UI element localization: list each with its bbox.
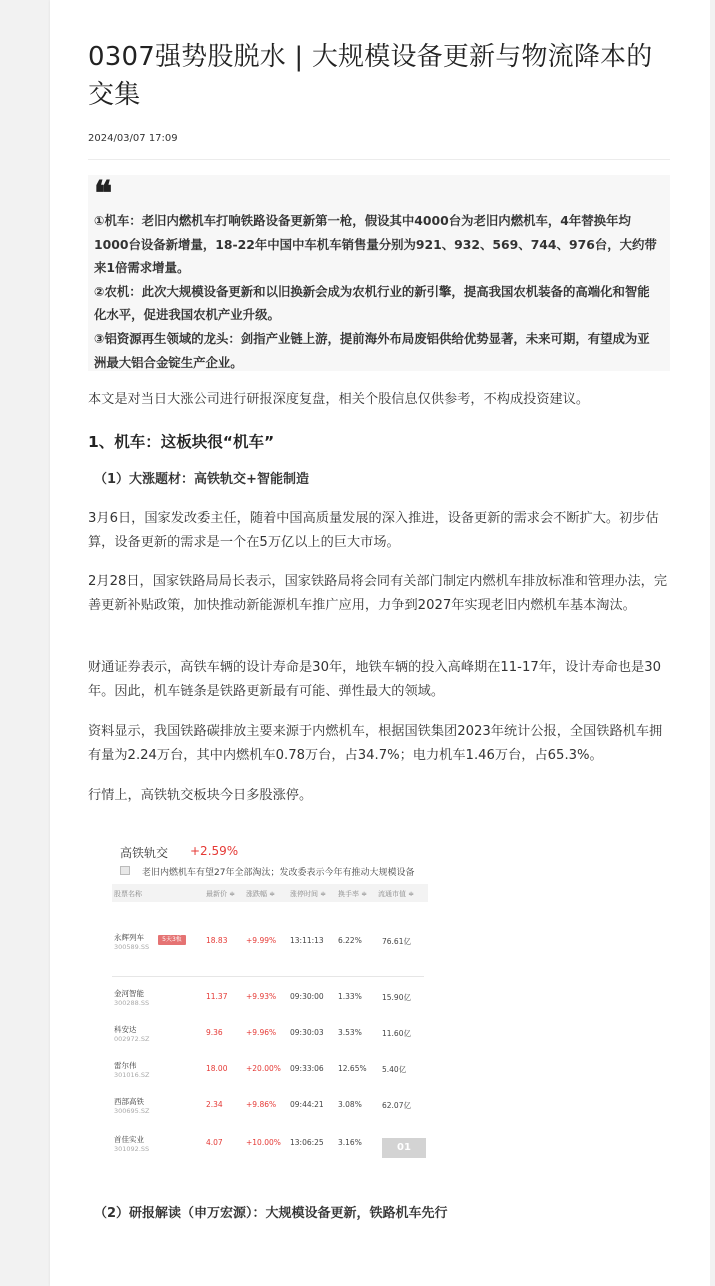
news-icon: [120, 866, 130, 875]
quote-icon: ❝: [94, 174, 113, 214]
sector-change: +2.59%: [190, 844, 239, 858]
market-cap: 15.90亿: [382, 993, 411, 1002]
table-row: [112, 984, 428, 1014]
stock-code: 301016.SZ: [114, 1071, 150, 1079]
stock-change: +20.00%: [246, 1064, 281, 1073]
limit-time: 09:44:21: [290, 1100, 324, 1109]
stock-code: 300288.SS: [114, 999, 150, 1007]
table-row: [112, 1020, 428, 1050]
limit-time: 09:30:00: [290, 992, 324, 1001]
stock-name: 科安达: [114, 1025, 137, 1034]
stock-price: 18.83: [206, 936, 228, 945]
subsection-heading: （1）大涨题材：高铁轨交+智能制造: [94, 472, 309, 487]
stock-name: 永辉列车: [114, 933, 144, 942]
limit-time: 13:11:13: [290, 936, 324, 945]
turnover: 12.65%: [338, 1064, 367, 1073]
col-header: 流通市值 ≑: [378, 890, 415, 898]
market-cap: 76.61亿: [382, 937, 411, 946]
limit-time: 13:06:25: [290, 1138, 324, 1147]
stock-name: 西部高铁: [114, 1097, 144, 1106]
limit-time: 09:33:06: [290, 1064, 324, 1073]
stock-code: 301092.SS: [114, 1145, 150, 1153]
col-header: 最新价 ≑: [206, 890, 236, 898]
stock-price: 4.07: [206, 1138, 223, 1147]
col-header: 换手率 ≑: [338, 890, 368, 898]
stock-change: +9.86%: [246, 1100, 277, 1109]
stock-price: 11.37: [206, 992, 228, 1001]
article-page: [50, 0, 715, 1286]
turnover: 3.53%: [338, 1028, 362, 1037]
turnover: 6.22%: [338, 936, 362, 945]
paragraph: 资料显示，我国铁路碳排放主要来源于内燃机车，根据国铁集团2023年统计公报，全国铁路机车拥有量为2.24万台，其中内燃机车0.78万台，占34.7%；电力机车1.46万台，占65.3%。: [88, 724, 663, 763]
stock-change: +9.93%: [246, 992, 277, 1001]
stock-price: 2.34: [206, 1100, 223, 1109]
page-title: 0307强势股脱水 | 大规模设备更新与物流降本的交集: [88, 42, 653, 110]
col-header: 涨跌幅 ≑: [246, 890, 276, 898]
paragraph: 2月28日，国家铁路局局长表示，国家铁路局将会同有关部门制定内燃机车排放标准和管理办法，完善更新补贴政策，加快推动新能源机车推广应用，力争到2027年实现老旧内燃机车基本淘汰。: [88, 574, 668, 613]
quote-point-1: ①机车：老旧内燃机车打响铁路设备更新第一枪，假设其中4000台为老旧内燃机车，4年替换年均1000台设备新增量，18-22年中国中车机车销售量分别为921、932、569、744、976台，大约带来1倍需求增量。: [94, 213, 657, 276]
table-row: [112, 1056, 428, 1086]
page-scrollbar[interactable]: [710, 0, 715, 1286]
turnover: 3.08%: [338, 1100, 362, 1109]
market-cap: 62.07亿: [382, 1101, 411, 1110]
table-row: [112, 1092, 428, 1122]
quote-point-3: ③铝资源再生领域的龙头：剑指产业链上游，提前海外布局废铝供给优势显著，未来可期，有望成为亚洲最大铝合金锭生产企业。: [94, 330, 650, 370]
stock-name: 金河智能: [114, 989, 144, 998]
subsection-heading: （2）研报解读（申万宏源）：大规模设备更新，铁路机车先行: [94, 1206, 448, 1221]
summary-quote: [88, 175, 670, 371]
paragraph: 行情上，高铁轨交板块今日多股涨停。: [88, 788, 313, 803]
col-header: 涨停时间 ≑: [290, 890, 327, 898]
stock-name: 首佳实业: [114, 1135, 144, 1144]
market-cap: 11.60亿: [382, 1029, 411, 1038]
divider: [88, 159, 670, 160]
table-row: [112, 928, 428, 958]
quote-point-2: ②农机：此次大规模设备更新和以旧换新会成为农机行业的新引擎，提高我国农机装备的高端化和智能化水平，促进我国农机产业升级。: [94, 283, 650, 323]
stock-change: +10.00%: [246, 1138, 281, 1147]
col-header: 股票名称: [114, 890, 142, 898]
table-header: [112, 884, 428, 902]
quote-body: [94, 209, 660, 374]
stock-name: 雷尔伟: [114, 1061, 137, 1070]
turnover: 3.16%: [338, 1138, 362, 1147]
sector-stock-image: [112, 836, 428, 1166]
streak-badge: 5天3板: [158, 935, 186, 945]
intro-paragraph: 本文是对当日大涨公司进行研报深度复盘，相关个股信息仅供参考，不构成投资建议。: [88, 392, 590, 407]
stock-code: 300589.SS: [114, 943, 150, 951]
watermark: 01: [382, 1138, 426, 1158]
stock-change: +9.96%: [246, 1028, 277, 1037]
paragraph: 财通证券表示，高铁车辆的设计寿命是30年，地铁车辆的投入高峰期在11-17年，设计寿命也是30年。因此，机车链条是铁路更新最有可能、弹性最大的领域。: [88, 660, 662, 699]
market-cap: 5.40亿: [382, 1065, 407, 1074]
section-heading: 1、机车：这板块很“机车”: [88, 433, 275, 451]
stock-price: 18.00: [206, 1064, 228, 1073]
stock-price: 9.36: [206, 1028, 223, 1037]
limit-time: 09:30:03: [290, 1028, 324, 1037]
paragraph: 3月6日，国家发改委主任，随着中国高质量发展的深入推进，设备更新的需求会不断扩大。初步估算，设备更新的需求是一个在5万亿以上的巨大市场。: [88, 511, 659, 550]
sector-news: 老旧内燃机车有望27年全部淘汰；发改委表示今年有推动大规模设备: [142, 868, 415, 878]
turnover: 1.33%: [338, 992, 362, 1001]
stock-change: +9.99%: [246, 936, 277, 945]
row-divider: [112, 976, 424, 977]
table-row: [112, 1130, 428, 1160]
stock-code: 002972.SZ: [114, 1035, 150, 1043]
publish-date: 2024/03/07 17:09: [88, 133, 178, 144]
sector-name: 高铁轨交: [120, 846, 169, 860]
stock-code: 300695.SZ: [114, 1107, 150, 1115]
